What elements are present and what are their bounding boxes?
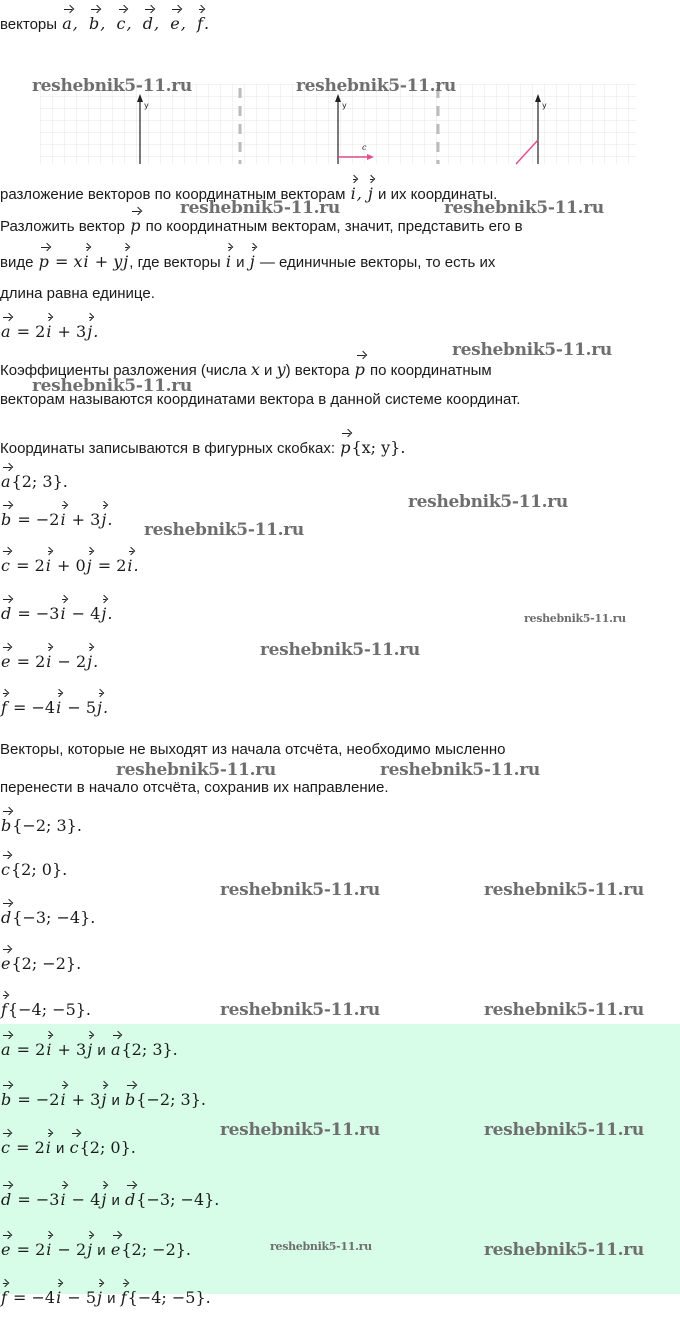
vector-b: b [1, 1082, 11, 1110]
vector-e: e [1, 1232, 10, 1260]
generic-coords: {x; y}. [351, 438, 406, 457]
unit-vector-j: j [87, 314, 92, 342]
text-segment: разложение векторов по координатным векторам [0, 186, 346, 203]
coordinate-grid-figure [40, 84, 636, 164]
text-segment: и [111, 1092, 120, 1109]
coords-f [0, 992, 91, 1021]
vector-a: a [1, 314, 11, 342]
vector-p: p [355, 352, 365, 380]
text-segment: и [236, 254, 245, 271]
watermark: reshebnik5-11.ru [260, 640, 420, 660]
text-segment: и [107, 1290, 116, 1307]
expansion-c: c = 2i + 0j = 2i. [0, 548, 139, 577]
symbol-x: x [250, 360, 260, 379]
unit-vector-j: j [250, 244, 255, 272]
coords-value: {2; 3}. [121, 1040, 178, 1059]
watermark: reshebnik5-11.ru [220, 1000, 380, 1020]
text-segment: виде [0, 254, 34, 271]
coords-b [0, 808, 82, 837]
expansion-d: d = −3i − 4j. [0, 596, 112, 625]
unit-vector-i: i [84, 244, 89, 272]
text-segment: , где векторы [129, 254, 221, 271]
coords-a [0, 464, 68, 493]
coef: 2 [35, 652, 46, 671]
coef: −2 [35, 510, 60, 529]
text-segment: Координаты записываются в фигурных скобках: [0, 440, 336, 457]
coef: 4 [90, 1190, 101, 1209]
coords-value: {−2; 3}. [12, 816, 82, 835]
answer-c: c = 2i и c{2; 0}. [0, 1130, 136, 1159]
expansion-e: e = 2i − 2j. [0, 644, 98, 673]
watermark: reshebnik5-11.ru [270, 1240, 372, 1253]
unit-vector-j: j [101, 1082, 106, 1110]
watermark: reshebnik5-11.ru [484, 1120, 644, 1140]
text-segment: по координатным векторам, значит, представить его в [145, 218, 523, 235]
vector-c-symbol: c [117, 6, 126, 34]
coords-value: {2; −2}. [11, 954, 82, 973]
text-line-3: виде p = xi + yj, где векторы i и j — единичные векторы, то есть их [0, 244, 495, 273]
coords-value: {2; 0}. [79, 1138, 136, 1157]
vector-b: b [125, 1082, 135, 1110]
unit-vector-i: i [56, 1280, 61, 1308]
vector-d: d [1, 900, 11, 928]
coef: −4 [31, 1288, 56, 1307]
coef: 2 [34, 556, 45, 575]
unit-vector-i: i [351, 176, 356, 204]
text-segment: и [97, 1242, 106, 1259]
vector-c-label: c [362, 143, 367, 152]
text-segment: по координатным [370, 362, 492, 379]
watermark: reshebnik5-11.ru [380, 760, 540, 780]
expansion-a: a = 2i + 3j. [0, 314, 98, 343]
text-segment: Коэффициенты разложения (числа [0, 362, 247, 379]
vector-e: e [111, 1232, 120, 1260]
vector-c: c [1, 852, 10, 880]
text-line-4: длина равна единице. [0, 285, 155, 302]
unit-vector-j: j [87, 1232, 92, 1260]
watermark: reshebnik5-11.ru [32, 376, 192, 396]
intro-prefix: векторы [0, 16, 58, 33]
watermark: reshebnik5-11.ru [408, 492, 568, 512]
coef: 2 [34, 1138, 45, 1157]
text-segment: ) вектора [285, 362, 350, 379]
coords-value: {2; −2}. [121, 1240, 192, 1259]
braces-line [0, 430, 405, 459]
answer-a: a = 2i + 3j и a{2; 3}. [0, 1032, 178, 1061]
watermark: reshebnik5-11.ru [296, 76, 456, 96]
coords-value: {−3; −4}. [12, 908, 96, 927]
vector-b-symbol: b [89, 6, 99, 34]
unit-vector-i: i [60, 1182, 65, 1210]
coords-c [0, 852, 67, 881]
y-axis-label-3: y [542, 101, 547, 110]
answer-d: d = −3i − 4j и d{−3; −4}. [0, 1182, 219, 1211]
vector-f: f [1, 690, 7, 718]
watermark: reshebnik5-11.ru [116, 760, 276, 780]
unit-vector-i: i [56, 690, 61, 718]
expansion-f: f = −4i − 5j. [0, 690, 108, 719]
unit-vector-i: i [46, 644, 51, 672]
watermark: reshebnik5-11.ru [484, 1240, 644, 1260]
vector-c: c [1, 1130, 10, 1158]
coef: 5 [85, 698, 97, 717]
coords-e [0, 946, 81, 975]
symbol-y: y [113, 252, 123, 271]
coords-value: {2; 3}. [11, 472, 68, 491]
symbol-y: y [276, 360, 286, 379]
coords-value: {−2; 3}. [136, 1090, 206, 1109]
coef: 3 [76, 322, 87, 341]
text-segment: — единичные векторы, то есть их [259, 254, 496, 271]
coef: 5 [85, 1288, 97, 1307]
vector-b: b [1, 808, 11, 836]
vector-a: a [1, 464, 11, 492]
text-segment: и [111, 1192, 120, 1209]
unit-vector-j: j [97, 1280, 102, 1308]
vector-p: p [130, 208, 140, 236]
coef: 3 [90, 510, 101, 529]
vector-d: d [1, 596, 11, 624]
coef: 2 [35, 322, 46, 341]
coords-value: {2; 0}. [10, 860, 68, 879]
unit-vector-i: i [46, 314, 51, 342]
unit-vector-i: i [46, 1032, 51, 1060]
vector-a: a [111, 1032, 121, 1060]
unit-vector-j: j [123, 244, 128, 272]
unit-vector-i: i [60, 1082, 65, 1110]
y-axis-label-2: y [342, 101, 347, 110]
unit-vector-i: i [46, 1130, 51, 1158]
vector-c: c [1, 548, 10, 576]
coef: 2 [35, 1240, 46, 1259]
watermark: reshebnik5-11.ru [220, 1120, 380, 1140]
coords-d [0, 900, 95, 929]
vector-d-symbol: d [143, 6, 153, 34]
coef: −3 [35, 604, 60, 623]
coef: 3 [76, 1040, 87, 1059]
vector-d: d [125, 1182, 135, 1210]
text-segment: и [97, 1042, 106, 1059]
unit-vector-i: i [60, 596, 65, 624]
watermark: reshebnik5-11.ru [180, 198, 340, 218]
unit-vector-j: j [87, 644, 92, 672]
coef: 2 [116, 556, 127, 575]
coefficients-line-2: векторам называются координатами вектора в данной системе координат. [0, 391, 521, 408]
text-segment: и их координаты. [378, 186, 498, 203]
unit-vector-j: j [368, 176, 373, 204]
vector-f: f [1, 992, 7, 1020]
watermark: reshebnik5-11.ru [444, 198, 604, 218]
vector-a-symbol: a [62, 6, 72, 34]
text-segment: и [264, 362, 273, 379]
coef: 3 [90, 1090, 101, 1109]
unit-vector-j: j [87, 548, 92, 576]
answer-b: b = −2i + 3j и b{−2; 3}. [0, 1082, 206, 1111]
text-segment: и [56, 1140, 65, 1157]
coef: 0 [75, 556, 86, 575]
answer-e: e = 2i − 2j и e{2; −2}. [0, 1232, 191, 1261]
move-line-2: перенести в начало отсчёта, сохранив их направление. [0, 779, 389, 796]
unit-vector-j: j [97, 690, 102, 718]
vector-p: p [39, 244, 49, 272]
unit-vector-j: j [101, 502, 106, 530]
vector-d: d [1, 1182, 11, 1210]
text-line-1: разложение векторов по координатным векторам i, j и их координаты. [0, 176, 497, 205]
vector-f: f [1, 1280, 7, 1308]
watermark: reshebnik5-11.ru [220, 880, 380, 900]
symbol-x: x [73, 252, 83, 271]
coef: 2 [75, 652, 87, 671]
coef: −4 [31, 698, 56, 717]
coords-value: {−4; −5}. [7, 1000, 92, 1019]
coef: −3 [35, 1190, 60, 1209]
expansion-b: b = −2i + 3j. [0, 502, 112, 531]
vector-f-symbol: f [197, 6, 203, 34]
vector-a: a [1, 1032, 11, 1060]
text-segment: Разложить вектор [0, 218, 126, 235]
move-line-1: Векторы, которые не выходят из начала отсчёта, необходимо мысленно [0, 741, 506, 758]
coords-value: {−4; −5}. [127, 1288, 211, 1307]
intro-line: векторы a, b, c, d, e, f. [0, 6, 209, 35]
unit-vector-j: j [101, 596, 106, 624]
answer-f: f = −4i − 5j и f{−4; −5}. [0, 1280, 211, 1294]
coef: −2 [35, 1090, 60, 1109]
coef: 2 [75, 1240, 87, 1259]
unit-vector-i: i [127, 548, 132, 576]
unit-vector-j: j [101, 1182, 106, 1210]
vector-f: f [121, 1280, 127, 1308]
coef: 4 [90, 604, 101, 623]
unit-vector-i: i [226, 244, 231, 272]
watermark: reshebnik5-11.ru [452, 340, 612, 360]
unit-vector-i: i [46, 548, 51, 576]
unit-vector-i: i [60, 502, 65, 530]
vector-e: e [1, 946, 10, 974]
coords-value: {−3; −4}. [136, 1190, 220, 1209]
unit-vector-j: j [87, 1032, 92, 1060]
vector-c: c [70, 1130, 79, 1158]
watermark: reshebnik5-11.ru [484, 1000, 644, 1020]
watermark: reshebnik5-11.ru [144, 520, 304, 540]
y-axis-label-1: y [144, 101, 149, 110]
vector-p: p [340, 430, 350, 458]
unit-vector-i: i [46, 1232, 51, 1260]
watermark: reshebnik5-11.ru [524, 612, 626, 625]
coef: 2 [35, 1040, 46, 1059]
vector-e: e [1, 644, 10, 672]
watermark: reshebnik5-11.ru [484, 880, 644, 900]
vector-b: b [1, 502, 11, 530]
watermark: reshebnik5-11.ru [32, 76, 192, 96]
vector-e-symbol: e [170, 6, 179, 34]
